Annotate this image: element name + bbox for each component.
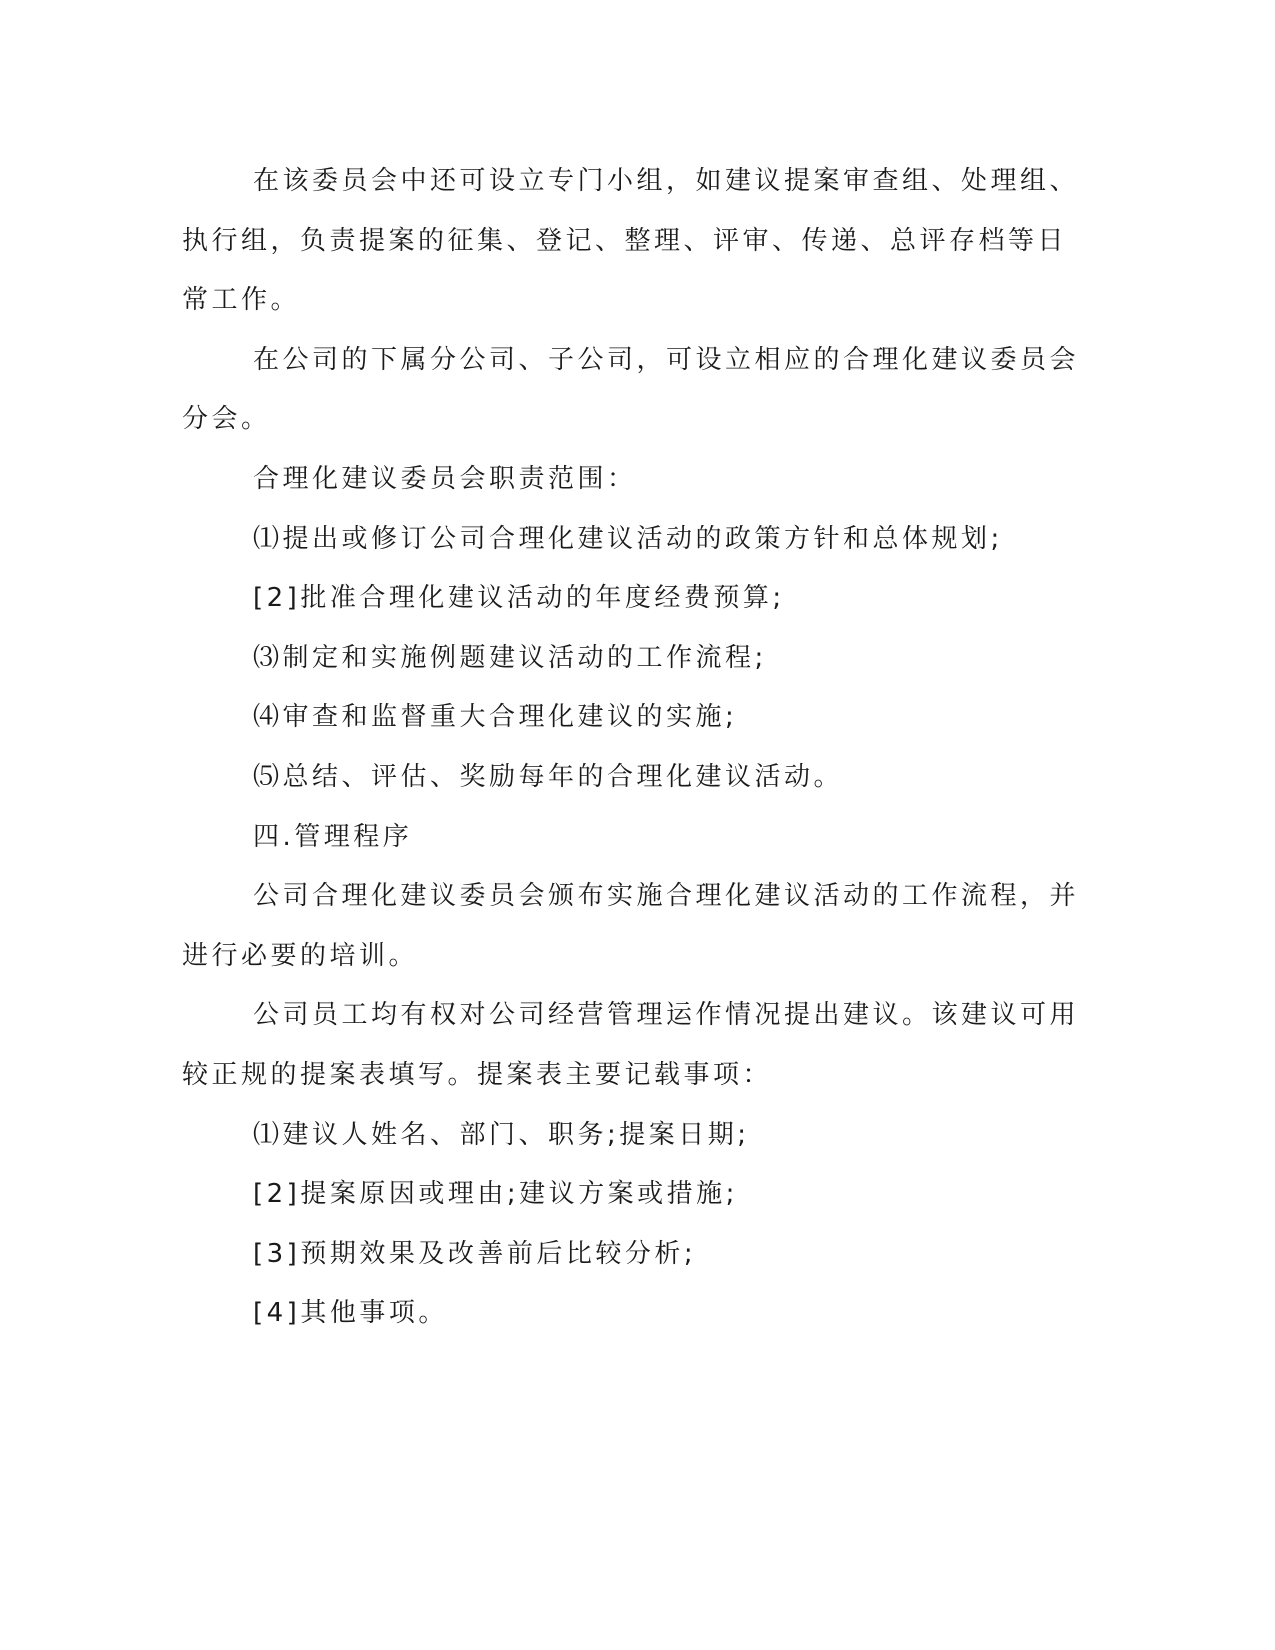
proposal-form-item-1: ⑴建议人姓名、部门、职务;提案日期;: [253, 1119, 750, 1150]
paragraph-employee-suggestions-line-2: 较正规的提案表填写。提案表主要记载事项：: [182, 1059, 773, 1090]
section-heading-management-procedure: 四.管理程序: [253, 821, 413, 852]
responsibilities-heading: 合理化建议委员会职责范围：: [253, 463, 637, 494]
paragraph-subgroups-line-3: 常工作。: [182, 285, 301, 316]
proposal-form-item-2: [2]提案原因或理由;建议方案或措施;: [253, 1179, 738, 1210]
document-body: [182, 152, 1080, 1344]
responsibility-item-5: ⑸总结、评估、奖励每年的合理化建议活动。: [253, 761, 844, 792]
paragraph-employee-suggestions-line-1: 公司员工均有权对公司经营管理运作情况提出建议。该建议可用: [253, 1000, 1080, 1031]
paragraph-workflow-line-2: 进行必要的培训。: [182, 940, 419, 971]
responsibility-item-1: ⑴提出或修订公司合理化建议活动的政策方针和总体规划;: [253, 523, 1003, 554]
paragraph-subgroups-line-1: 在该委员会中还可设立专门小组，如建议提案审查组、处理组、: [253, 166, 1080, 196]
responsibility-item-3: ⑶制定和实施例题建议活动的工作流程;: [253, 642, 767, 673]
paragraph-branch-committee-line-1: 在公司的下属分公司、子公司，可设立相应的合理化建议委员会: [253, 344, 1080, 375]
responsibility-item-2: [2]批准合理化建议活动的年度经费预算;: [253, 583, 785, 614]
paragraph-workflow-line-1: 公司合理化建议委员会颁布实施合理化建议活动的工作流程，并: [253, 881, 1080, 912]
paragraph-subgroups-line-2: 执行组，负责提案的征集、登记、整理、评审、传递、总评存档等日: [182, 225, 1068, 256]
responsibility-item-4: ⑷审查和监督重大合理化建议的实施;: [253, 702, 738, 733]
proposal-form-item-3: [3]预期效果及改善前后比较分析;: [253, 1238, 697, 1269]
proposal-form-item-4: [4]其他事项。: [253, 1298, 448, 1329]
paragraph-branch-committee-line-2: 分会。: [182, 404, 271, 435]
